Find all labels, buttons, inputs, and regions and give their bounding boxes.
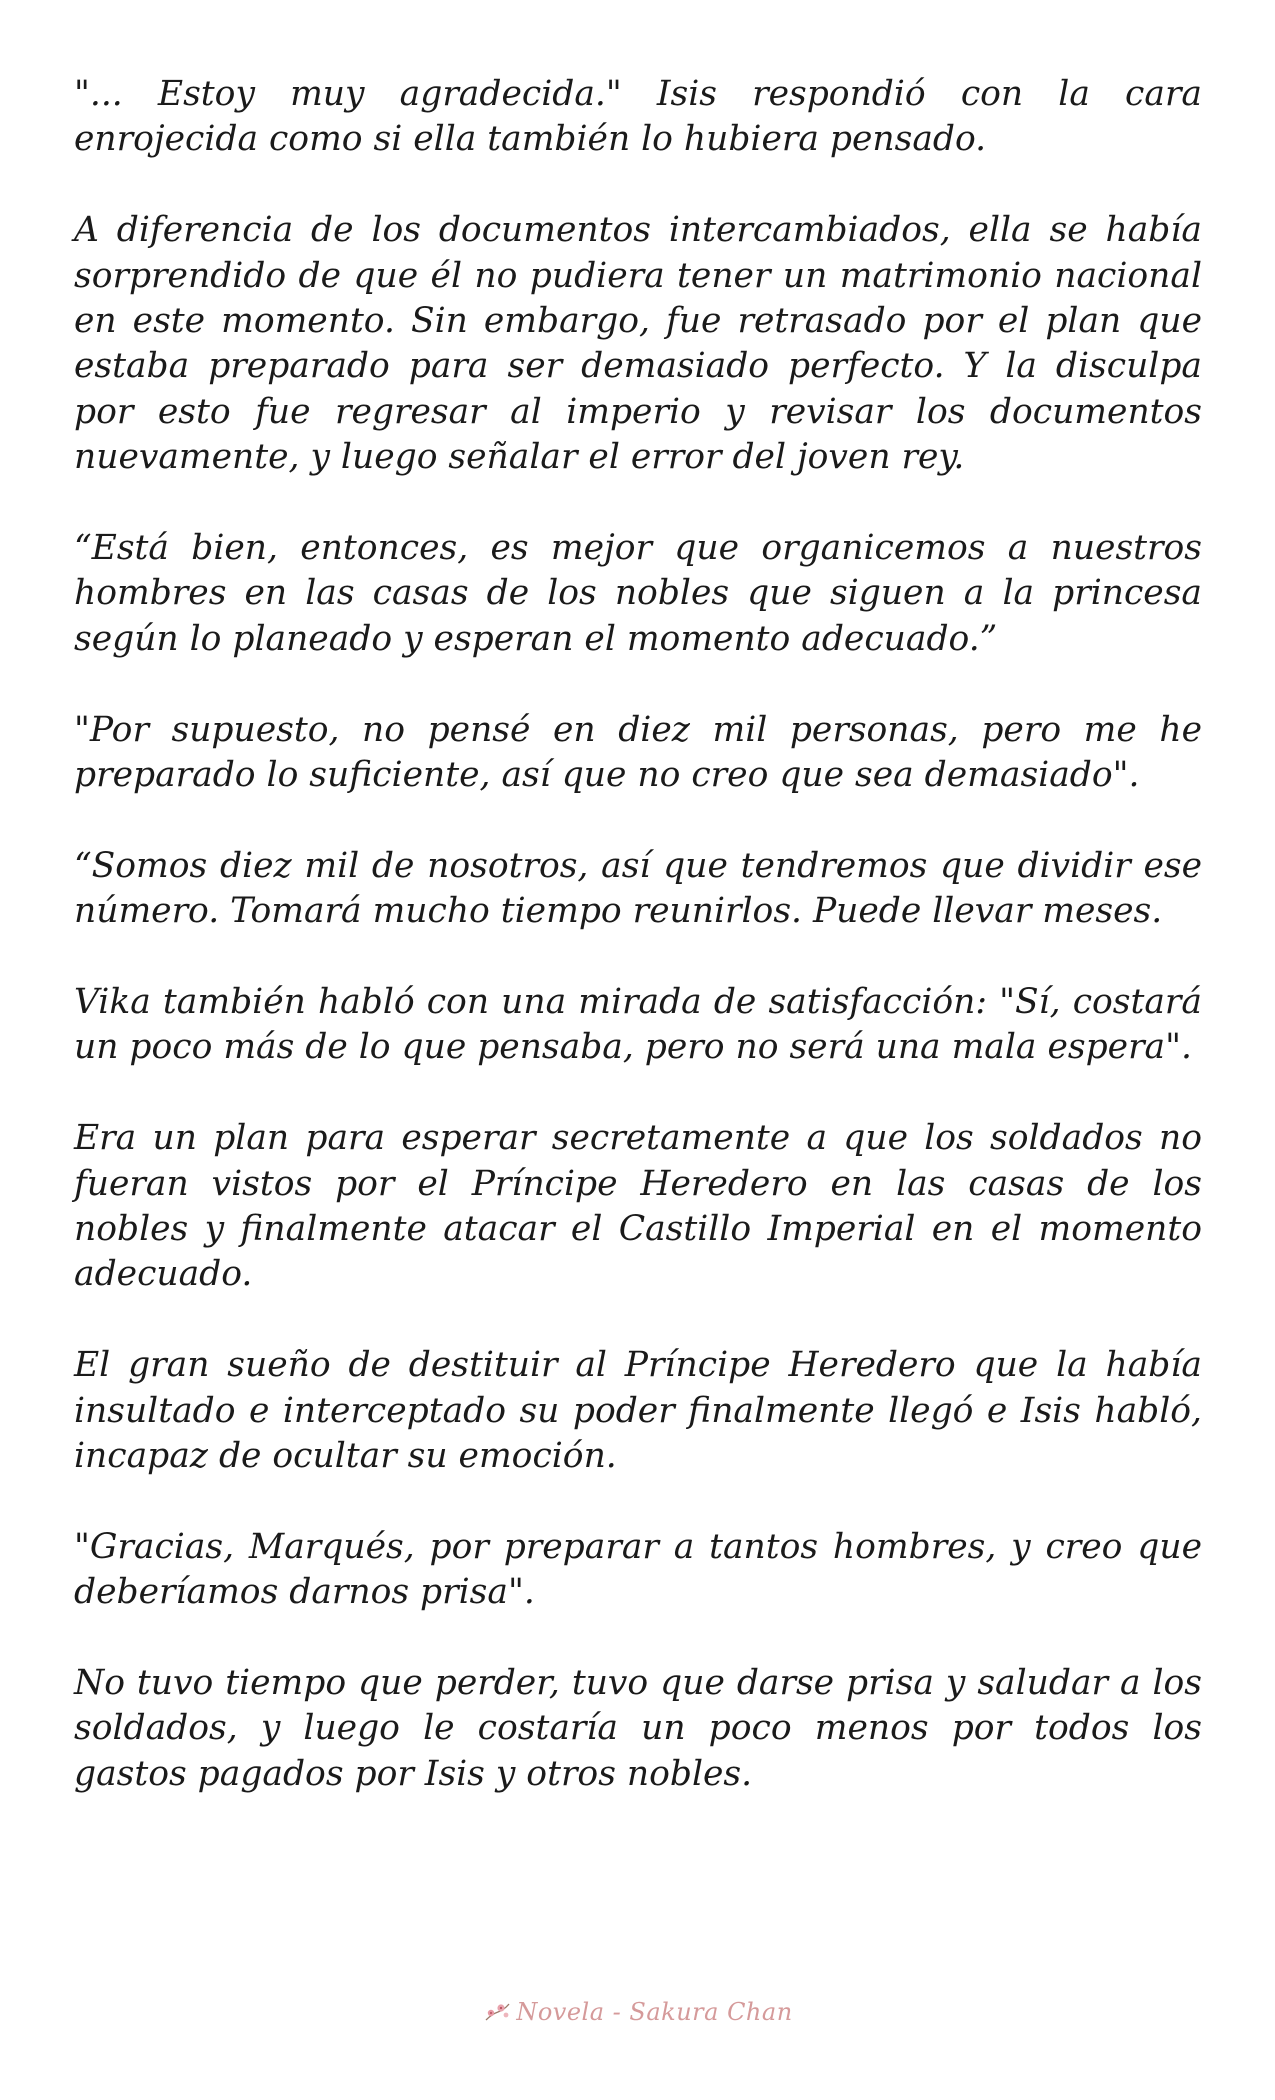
paragraph: Era un plan para esperar secretamente a que los soldados no fueran vistos por el Príncipe Heredero en las casas de los nobles y finalmente atacar el Castillo Imperial en el momento adecuado. [74,1118,1202,1295]
paragraph: El gran sueño de destituir al Príncipe Heredero que la había insultado e interceptado su poder finalmente llegó e Isis habló, incapaz de ocultar su emoción. [74,1345,1202,1477]
paragraph: A diferencia de los documentos intercambiados, ella se había sorprendido de que él no pudiera tener un matrimonio nacional en este momento. Sin embargo, fue retrasado por el plan que estaba preparado para ser demasiado perfecto. Y la disculpa por esto fue regresar al imperio y revisar los documentos nuevamente, y luego señalar el error del joven rey. [74,210,1202,478]
paragraph: “Somos diez mil de nosotros, así que tendremos que dividir ese número. Tomará mucho tiempo reunirlos. Puede llevar meses. [74,845,1202,932]
paragraph: "... Estoy muy agradecida." Isis respondió con la cara enrojecida como si ella también lo hubiera pensado. [74,74,1202,160]
paragraph: "Por supuesto, no pensé en diez mil personas, pero me he preparado lo suficiente, así que no creo que sea demasiado". [74,709,1202,796]
cherry-blossom-icon [482,2000,512,2024]
watermark [0,1998,1275,2026]
paragraph: Vika también habló con una mirada de satisfacción: "Sí, costará un poco más de lo que pensaba, pero no será una mala espera". [74,982,1202,1068]
document-body [74,72,1202,1843]
paragraph: No tuvo tiempo que perder, tuvo que darse prisa y saludar a los soldados, y luego le costaría un poco menos por todos los gastos pagados por Isis y otros nobles. [74,1663,1202,1794]
paragraph: "Gracias, Marqués, por preparar a tantos hombres, y creo que deberíamos darnos prisa". [74,1526,1202,1613]
paragraph: “Está bien, entonces, es mejor que organicemos a nuestros hombres en las casas de los nobles que siguen a la princesa según lo planeado y esperan el momento adecuado.” [74,528,1202,659]
watermark-text: Novela - Sakura Chan [516,1998,793,2026]
